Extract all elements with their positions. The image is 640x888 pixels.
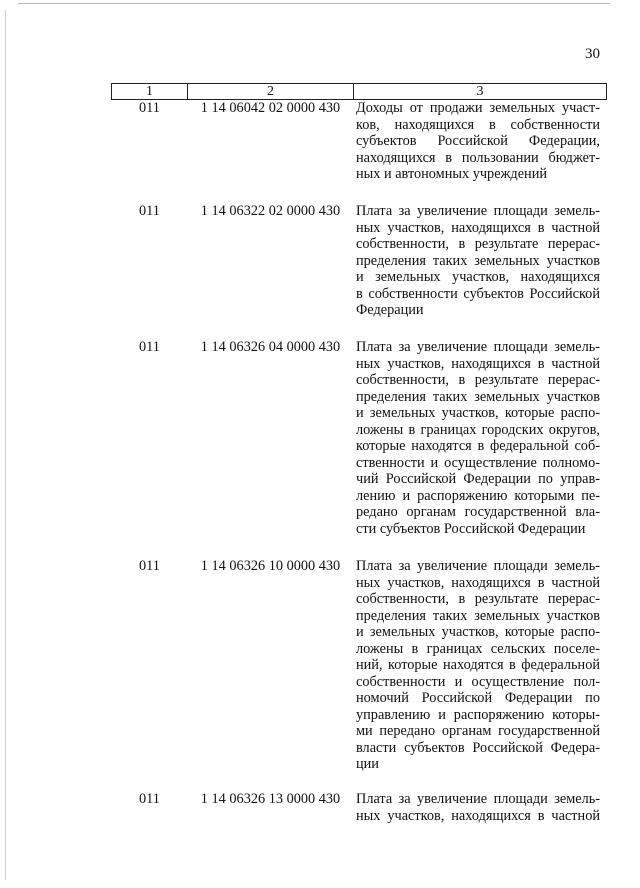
- row-budget-code: 1 14 06326 04 0000 430: [200, 339, 341, 355]
- page-number: 30: [585, 46, 600, 62]
- scan-edge-left: [5, 10, 6, 880]
- description-line: находящихся в пользовании бюджет-: [356, 149, 600, 166]
- row-budget-code: 1 14 06326 10 0000 430: [200, 558, 341, 574]
- description-line: ложены в границах сельских поселе-: [356, 640, 600, 657]
- column-header-row: [112, 84, 607, 100]
- row-description: [356, 558, 600, 773]
- description-line: ложены в границах городских округов,: [356, 421, 600, 438]
- description-line: лению и распоряжению которыми пе-: [356, 487, 600, 504]
- row-description: [356, 100, 600, 183]
- description-line: собственности и осуществление пол-: [356, 673, 600, 690]
- description-line: Федерации: [356, 302, 424, 318]
- description-line: пределения таких земельных участков: [356, 252, 600, 269]
- description-line: в собственности субъектов Российской: [356, 285, 600, 302]
- row-budget-code: 1 14 06042 02 0000 430: [200, 100, 341, 116]
- row-description: [356, 791, 600, 824]
- description-line: собственности, в результате перерас-: [356, 372, 600, 388]
- description-line: ных участков, находящихся в частной: [356, 219, 600, 236]
- description-line: Плата за увеличение площади земель-: [356, 203, 600, 219]
- description-line: Плата за увеличение площади земель-: [356, 339, 600, 355]
- scan-edge-top: [18, 3, 610, 4]
- row-admin-code: 011: [139, 203, 160, 219]
- description-line: пределения таких земельных участков: [356, 388, 600, 405]
- description-line: управлению и распоряжению которы-: [356, 706, 600, 723]
- row-budget-code: 1 14 06322 02 0000 430: [200, 203, 341, 219]
- row-description: [356, 203, 600, 319]
- column-header-3: 3: [354, 84, 607, 100]
- description-line: Плата за увеличение площади земель-: [356, 791, 600, 807]
- description-line: сти субъектов Российской Федерации: [356, 520, 586, 537]
- row-description: [356, 339, 600, 537]
- description-line: субъектов Российской Федерации,: [356, 133, 600, 149]
- description-line: Плата за увеличение площади земель-: [356, 558, 600, 574]
- description-line: ний, которые находятся в федеральной: [356, 657, 600, 673]
- description-line: ных участков, находящихся в частной: [356, 807, 600, 824]
- description-line: которые находятся в федеральной соб-: [356, 438, 600, 454]
- description-line: ции: [356, 756, 379, 772]
- description-line: ных участков, находящихся в частной: [356, 574, 600, 591]
- description-line: чий Российской Федерации по управ-: [356, 471, 600, 487]
- column-header-1: 1: [112, 84, 188, 100]
- description-line: собственности, в результате перерас-: [356, 236, 600, 252]
- column-header-2: 2: [188, 84, 354, 100]
- row-admin-code: 011: [139, 339, 160, 355]
- description-line: собственности, в результате перерас-: [356, 591, 600, 607]
- row-admin-code: 011: [139, 100, 160, 116]
- description-line: и земельных участков, находящихся: [356, 269, 600, 285]
- description-line: ных и автономных учреждений: [356, 166, 547, 182]
- description-line: Доходы от продажи земельных участ-: [356, 100, 600, 116]
- description-line: пределения таких земельных участков: [356, 607, 600, 624]
- row-admin-code: 011: [139, 791, 160, 807]
- description-line: ми передано органам государственной: [356, 723, 600, 739]
- row-budget-code: 1 14 06326 13 0000 430: [200, 791, 341, 807]
- description-line: и земельных участков, которые распо-: [356, 405, 600, 421]
- row-admin-code: 011: [139, 558, 160, 574]
- description-line: ственности и осуществление полномо-: [356, 454, 600, 471]
- description-line: и земельных участков, которые распо-: [356, 624, 600, 640]
- description-line: ных участков, находящихся в частной: [356, 355, 600, 372]
- description-line: ков, находящихся в собственности: [356, 116, 600, 133]
- description-line: номочий Российской Федерации по: [356, 690, 600, 706]
- description-line: редано органам государственной вла-: [356, 504, 600, 520]
- description-line: власти субъектов Российской Федера-: [356, 739, 600, 756]
- column-header-table: [111, 83, 607, 100]
